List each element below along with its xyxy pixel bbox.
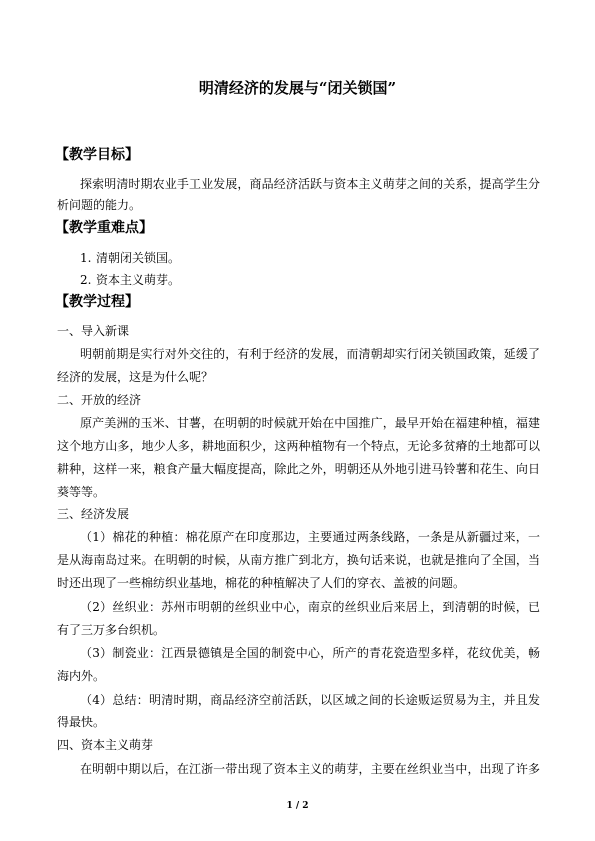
paragraph-line: 海内外。 — [57, 669, 106, 683]
paragraph-line: 得最快。 — [57, 715, 106, 729]
paragraph-line: 时还出现了一些棉纺织业基地，棉花的种植解决了人们的穿衣、盖被的问题。 — [57, 576, 466, 590]
paragraph-line: 经济的发展，这是为什么呢？ — [57, 370, 214, 384]
list-item-text: 清朝闭关锁国。 — [96, 251, 181, 265]
list-item-number: 1. — [80, 251, 92, 265]
subsection-heading: 三、经济发展 — [57, 507, 130, 521]
paragraph-line: 在明朝中期以后，在江浙一带出现了资本主义的萌芽，主要在丝织业当中，出现了许多 — [80, 762, 540, 776]
subsection-heading: 二、开放的经济 — [57, 393, 142, 407]
objectives-text-line: 探索明清时期农业手工业发展，商品经济活跃与资本主义萌芽之间的关系，提高学生分 — [80, 177, 540, 191]
objectives-text-line: 析问题的能力。 — [57, 198, 142, 212]
paragraph-line: 明朝前期是实行对外交往的，有利于经济的发展，而清朝却实行闭关锁国政策，延缓了 — [80, 347, 540, 361]
list-item-number: 2. — [80, 273, 92, 287]
paragraph-line: 有了三万多台织机。 — [57, 623, 166, 637]
page-number: 1 / 2 — [286, 801, 309, 811]
section-heading-process: 【教学过程】 — [55, 294, 139, 310]
paragraph-line: （4）总结：明清时期，商品经济空前活跃，以区域之间的长途贩运贸易为主，并且发 — [80, 693, 540, 707]
page-title: 明清经济的发展与“闭关锁国” — [198, 79, 397, 97]
paragraph-line: （1）棉花的种植：棉花原产在印度那边，主要通过两条线路，一条是从新疆过来，一 — [80, 530, 540, 544]
section-heading-objectives: 【教学目标】 — [55, 147, 139, 163]
paragraph-line: 葵等等。 — [57, 485, 106, 499]
paragraph-line: （2）丝织业：苏州市明朝的丝织业中心，南京的丝织业后来居上，到清朝的时候，已 — [80, 600, 540, 614]
section-heading-key-points: 【教学重难点】 — [55, 220, 153, 236]
paragraph-line: 耕种，这样一来，粮食产量大幅度提高，除此之外，明朝还从外地引进马铃薯和花生、向日 — [57, 462, 540, 476]
subsection-heading: 四、资本主义萌芽 — [57, 738, 154, 752]
paragraph-line: 是从海南岛过来。在明朝的时候，从南方推广到北方，换句话来说，也就是推向了全国，当 — [57, 553, 540, 567]
paragraph-line: 这个地方山多，地少人多，耕地面积少，这两种植物有一个特点，无论多贫瘠的土地都可以 — [57, 439, 540, 453]
subsection-heading: 一、导入新课 — [57, 324, 130, 338]
list-item-text: 资本主义萌芽。 — [96, 273, 181, 287]
paragraph-line: 原产美洲的玉米、甘薯，在明朝的时候就开始在中国推广，最早开始在福建种植，福建 — [80, 416, 540, 430]
paragraph-line: （3）制瓷业：江西景德镇是全国的制瓷中心，所产的青花瓷造型多样，花纹优美，畅 — [80, 646, 540, 660]
